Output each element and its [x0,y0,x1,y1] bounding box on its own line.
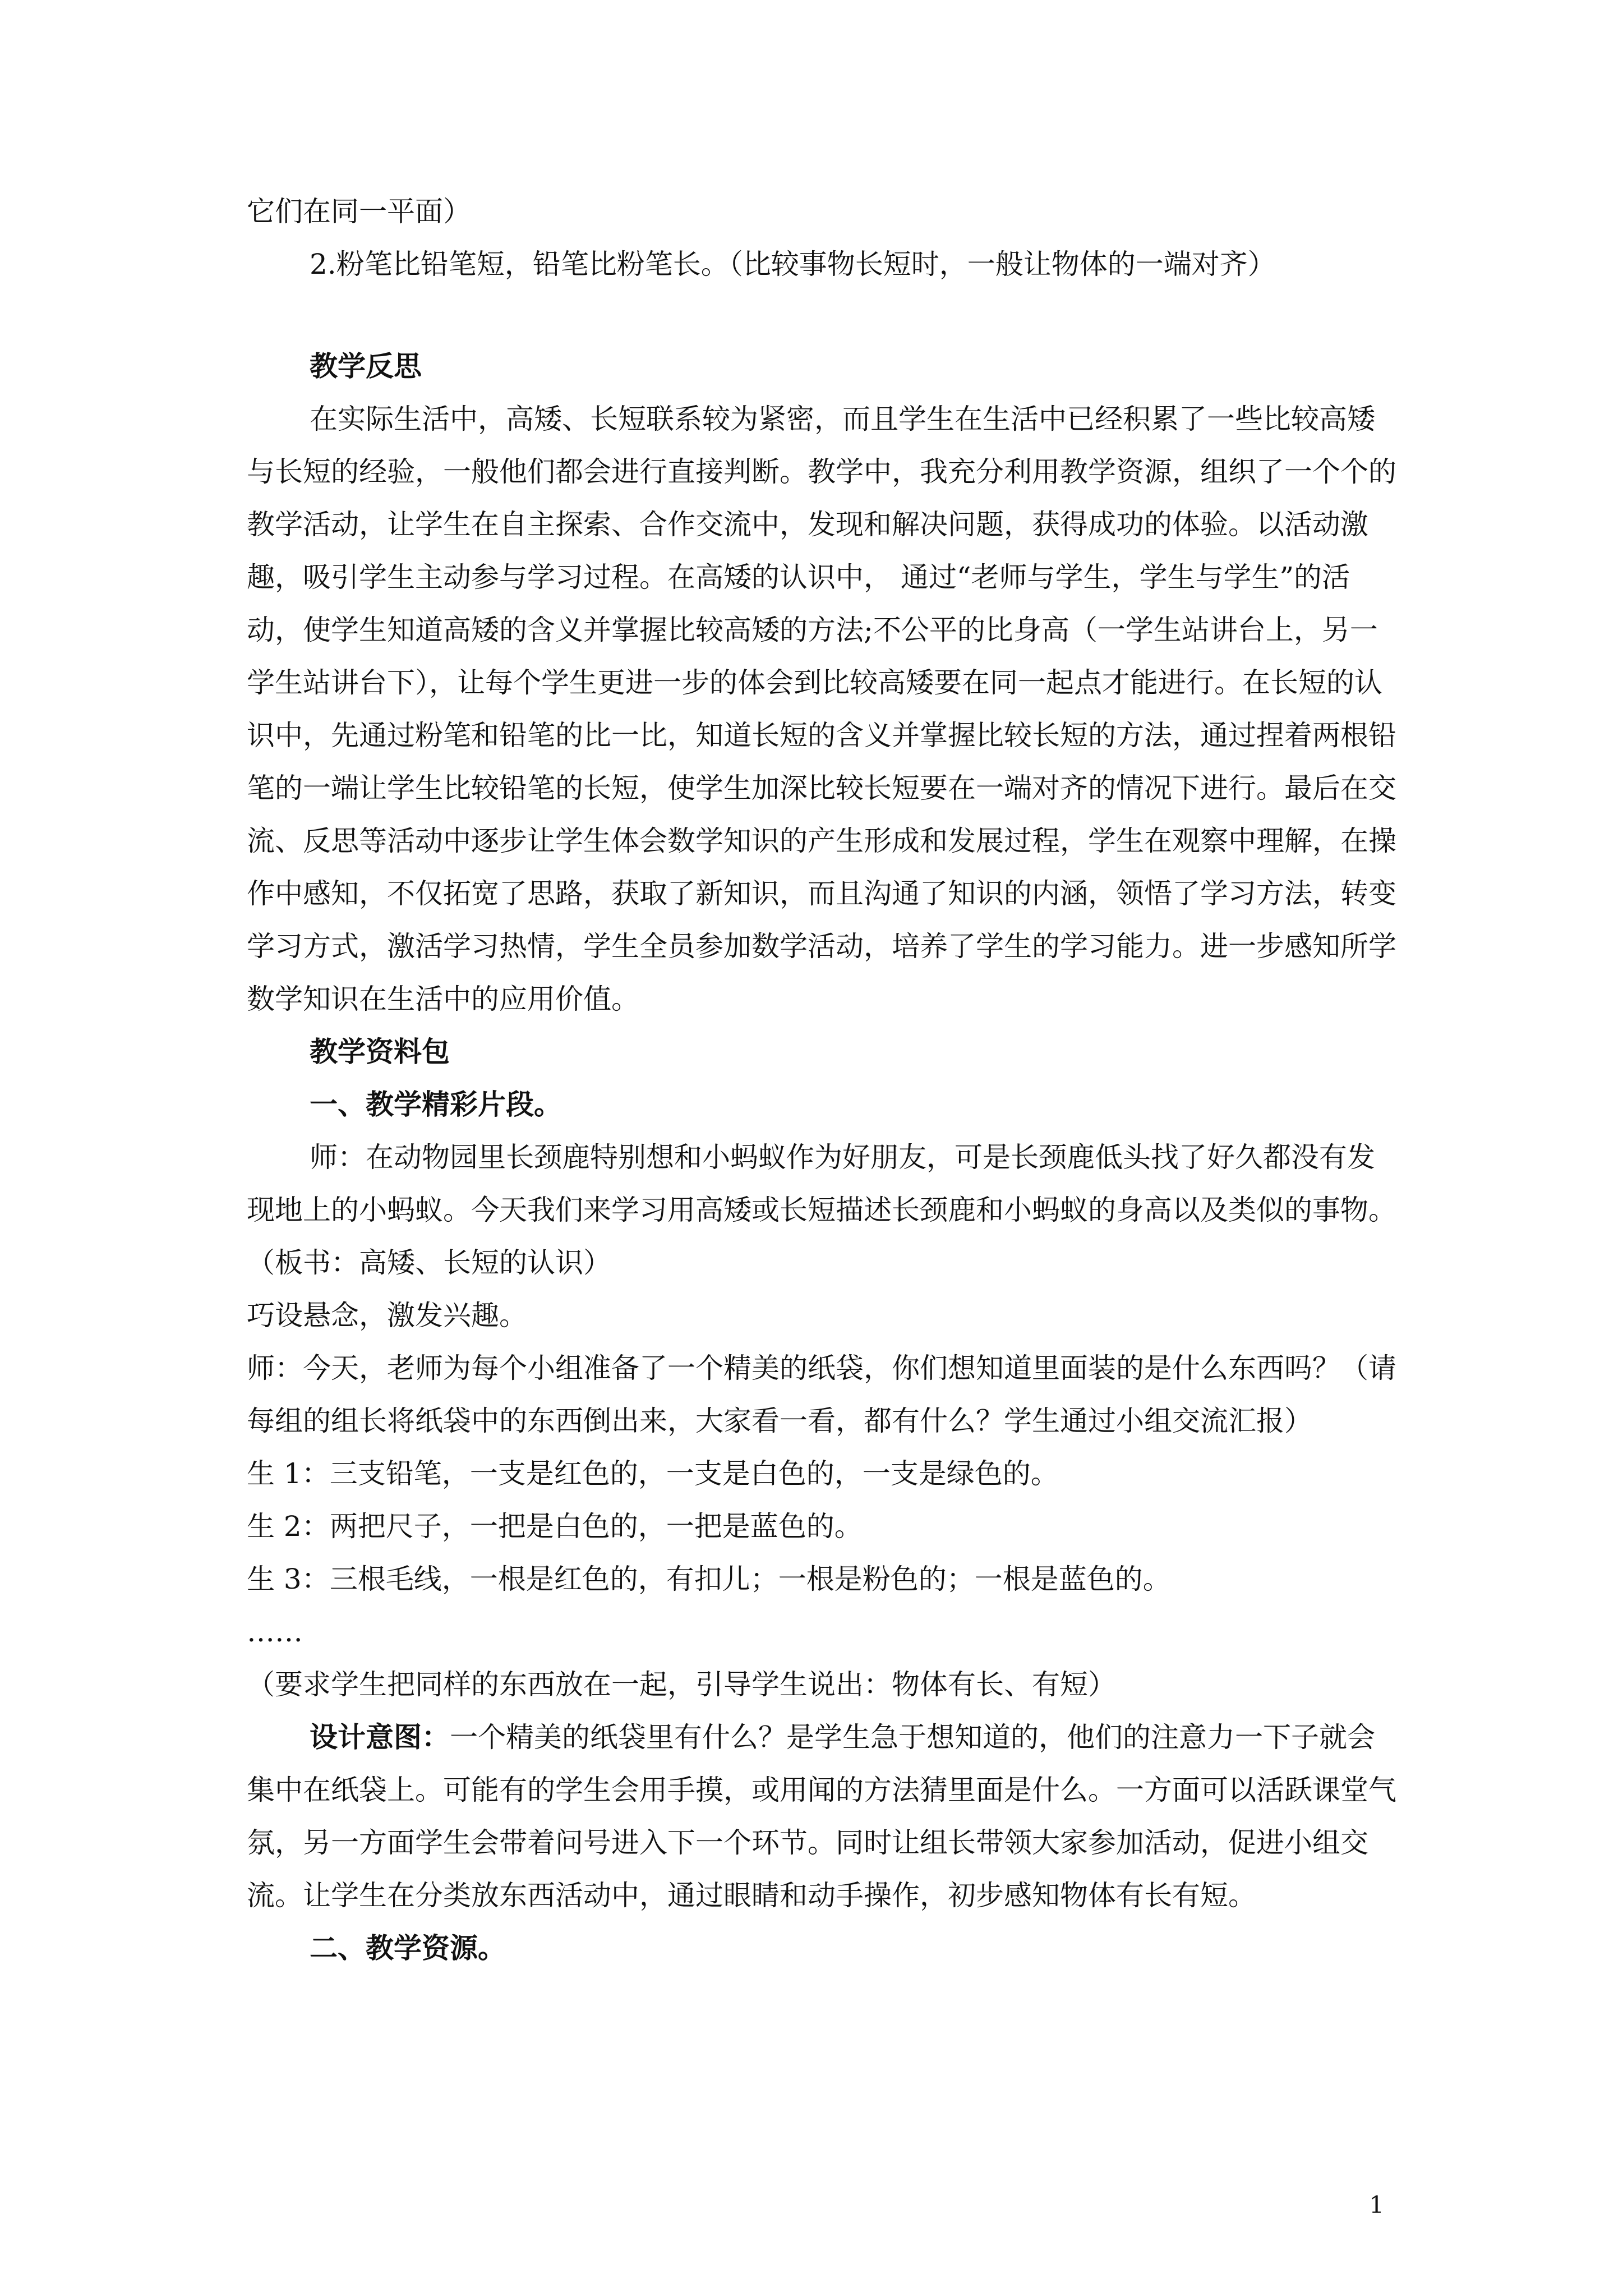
paragraph-design-intent [247,1711,1396,1922]
paragraph-reflection: 在实际生活中，高矮、长短联系较为紧密，而且学生在生活中已经积累了一些比较高矮与长短的经验，一般他们都会进行直接判断。教学中，我充分利用教学资源，组织了一个个的教学活动，让学生在自主探索、合作交流中，发现和解决问题，获得成功的体验。以活动激趣，吸引学生主动参与学习过程。在高矮的认识中， 通过“老师与学生，学生与学生”的活动，使学生知道高矮的含义并掌握比较高矮的方法;不公平的比身高（一学生站讲台上，另一学生站讲台下），让每个学生更进一步的体会到比较高矮要在同一起点才能进行。在长短的认识中，先通过粉笔和铅笔的比一比，知道长短的含义并掌握比较长短的方法，通过捏着两根铅笔的一端让学生比较铅笔的长短，使学生加深比较长短要在一端对齐的情况下进行。最后在交流、反思等活动中逐步让学生体会数学知识的产生形成和发展过程，学生在观察中理解，在操作中感知，不仅拓宽了思路，获取了新知识，而且沟通了知识的内涵，领悟了学习方法，转变学习方式，激活学习热情，学生全员参加数学活动，培养了学生的学习能力。进一步感知所学数学知识在生活中的应用价值。 [247,403,1396,1015]
section-heading-materials: 教学资料包 [310,1035,450,1068]
design-intent-label: 设计意图： [310,1720,450,1754]
section-heading-reflection: 教学反思 [310,349,422,383]
paragraph-teacher-intro: 师：在动物园里长颈鹿特别想和小蚂蚁作为好朋友，可是长颈鹿低头找了好久都没有发现地上的小蚂蚁。今天我们来学习用高矮或长短描述长颈鹿和小蚂蚁的身高以及类似的事物。（板书：高矮、长短的认识） [247,1141,1396,1279]
paragraph-student-1: 生 1：三支铅笔，一支是红色的，一支是白色的，一支是绿色的。 [247,1457,1059,1490]
subsection-heading-resources: 二、教学资源。 [310,1931,506,1964]
text-line-2: 2.粉笔比铅笔短，铅笔比粉笔长。（比较事物长短时，一般让物体的一端对齐） [310,248,1276,280]
paragraph-grouping: （要求学生把同样的东西放在一起，引导学生说出：物体有长、有短） [247,1668,1116,1701]
design-intent-text: 一个精美的纸袋里有什么？是学生急于想知道的，他们的注意力一下子就会集中在纸袋上。可能有的学生会用手摸，或用闻的方法猜里面是什么。一方面可以活跃课堂气氛，另一方面学生会带着问号进入下一个环节。同时让组长带领大家参加活动，促进小组交流。让学生在分类放东西活动中，通过眼睛和动手操作，初步感知物体有长有短。 [247,1721,1396,1912]
paragraph-suspense: 巧设悬念，激发兴趣。 [247,1299,527,1332]
page-number: 1 [1369,2191,1384,2219]
paragraph-student-2: 生 2：两把尺子，一把是白色的，一把是蓝色的。 [247,1510,863,1543]
paragraph-student-3: 生 3：三根毛线，一根是红色的，有扣儿；一根是粉色的；一根是蓝色的。 [247,1563,1171,1595]
paragraph-paper-bag: 师：今天，老师为每个小组准备了一个精美的纸袋，你们想知道里面装的是什么东西吗？（请每组的组长将纸袋中的东西倒出来，大家看一看，都有什么？学生通过小组交流汇报） [247,1352,1396,1437]
subsection-heading-highlight: 一、教学精彩片段。 [310,1088,562,1121]
ellipsis-line: …… [247,1616,303,1648]
document-content [247,185,1396,1975]
text-line-1: 它们在同一平面） [247,195,471,228]
